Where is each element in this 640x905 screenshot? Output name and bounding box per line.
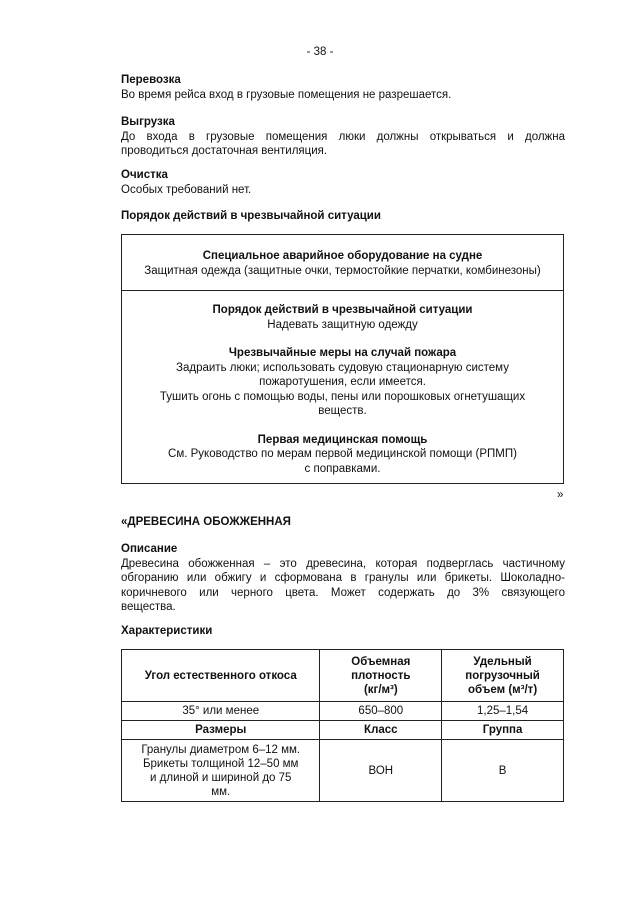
size-value-l2: Брикеты толщиной 12–50 мм: [142, 757, 299, 770]
table-header-row: [122, 650, 564, 702]
emergency-heading: Порядок действий в чрезвычайной ситуации: [121, 210, 381, 222]
fire-line4: веществ.: [318, 405, 367, 417]
description-heading: Описание: [121, 543, 178, 555]
medical-line2: с поправками.: [304, 462, 381, 475]
medical-title: Первая медицинская помощь: [257, 433, 428, 446]
class-header: Класс: [320, 721, 442, 740]
fire-line3: Тушить огонь с помощью воды, пены или порошковых огнетушащих: [159, 390, 526, 403]
characteristics-heading: Характеристики: [121, 625, 213, 637]
transport-section: [121, 73, 565, 102]
size-value-l3: и длиной и шириной до 75: [150, 771, 292, 784]
equipment-text: Защитная одежда (защитные очки, термостойкие перчатки, комбинезоны): [144, 264, 541, 277]
equipment-section: [122, 235, 563, 291]
size-value-l1: Гранулы диаметром 6–12 мм.: [141, 743, 301, 756]
stowage-header-l2: погрузочный: [465, 669, 540, 682]
medical-line1: См. Руководство по мерам первой медицинской помощи (РПМП): [168, 448, 517, 460]
characteristics-table: [121, 649, 564, 802]
description-line4: вещества.: [121, 601, 176, 613]
density-header-l1: Объемная: [351, 655, 411, 668]
density-value: 650–800: [320, 702, 442, 721]
cleaning-section: [121, 168, 565, 197]
size-value: [122, 740, 320, 802]
density-header: [320, 650, 442, 702]
cleaning-text: Особых требований нет.: [121, 183, 252, 196]
page-number: - 38 -: [306, 46, 334, 58]
unloading-section: [121, 115, 565, 159]
procedures-text: Надевать защитную одежду: [267, 318, 418, 331]
density-header-l3: (кг/м³): [363, 683, 398, 696]
table-row: [122, 702, 564, 721]
table-row: [122, 740, 564, 802]
unloading-heading: Выгрузка: [121, 116, 175, 128]
stowage-header-l3: объем (м³/т): [468, 683, 538, 696]
fire-line2: пожаротушения, если имеется.: [259, 376, 426, 388]
description-line1: Древесина обожженная – это древесина, которая подверглась частичному: [121, 557, 565, 570]
procedures-title: Порядок действий в чрезвычайной ситуации: [212, 304, 473, 316]
class-value: ВОН: [320, 740, 442, 802]
group-value: B: [442, 740, 564, 802]
quote-close: »: [557, 489, 564, 501]
cleaning-heading: Очистка: [121, 169, 168, 181]
cargo-title: «ДРЕВЕСИНА ОБОЖЖЕННАЯ: [121, 516, 291, 528]
table-header-row-2: [122, 721, 564, 740]
fire-section: [152, 346, 533, 419]
description-line3: коричневого или черного цвета. Может содержать до 3% связующего: [121, 586, 565, 599]
description-section: [121, 542, 565, 615]
procedures-section: [152, 303, 533, 332]
emergency-box: [121, 234, 564, 484]
stowage-value: 1,25–1,54: [442, 702, 564, 721]
fire-line1: Задраить люки; использовать судовую стационарную систему: [176, 361, 509, 374]
stowage-header: [442, 650, 564, 702]
unloading-line2: проводиться достаточная вентиляция.: [121, 145, 328, 157]
fire-title: Чрезвычайные меры на случай пожара: [228, 347, 457, 359]
size-value-l4: мм.: [211, 785, 231, 798]
angle-header: Угол естественного откоса: [122, 650, 320, 702]
stowage-header-l1: Удельный: [473, 655, 532, 668]
unloading-line1: До входа в грузовые помещения люки должны открываться и должна: [121, 130, 565, 143]
transport-heading: Перевозка: [121, 74, 181, 86]
transport-text: Во время рейса вход в грузовые помещения не разрешается.: [121, 88, 452, 101]
equipment-title: Специальное аварийное оборудование на судне: [202, 250, 483, 262]
angle-value: 35° или менее: [122, 702, 320, 721]
density-header-l2: плотность: [351, 669, 411, 682]
group-header: Группа: [442, 721, 564, 740]
medical-section: [152, 433, 533, 477]
description-line2: обгоранию или обжигу и сформована в гранулы или брикеты. Шоколадно-: [121, 572, 565, 584]
size-header: Размеры: [122, 721, 320, 740]
